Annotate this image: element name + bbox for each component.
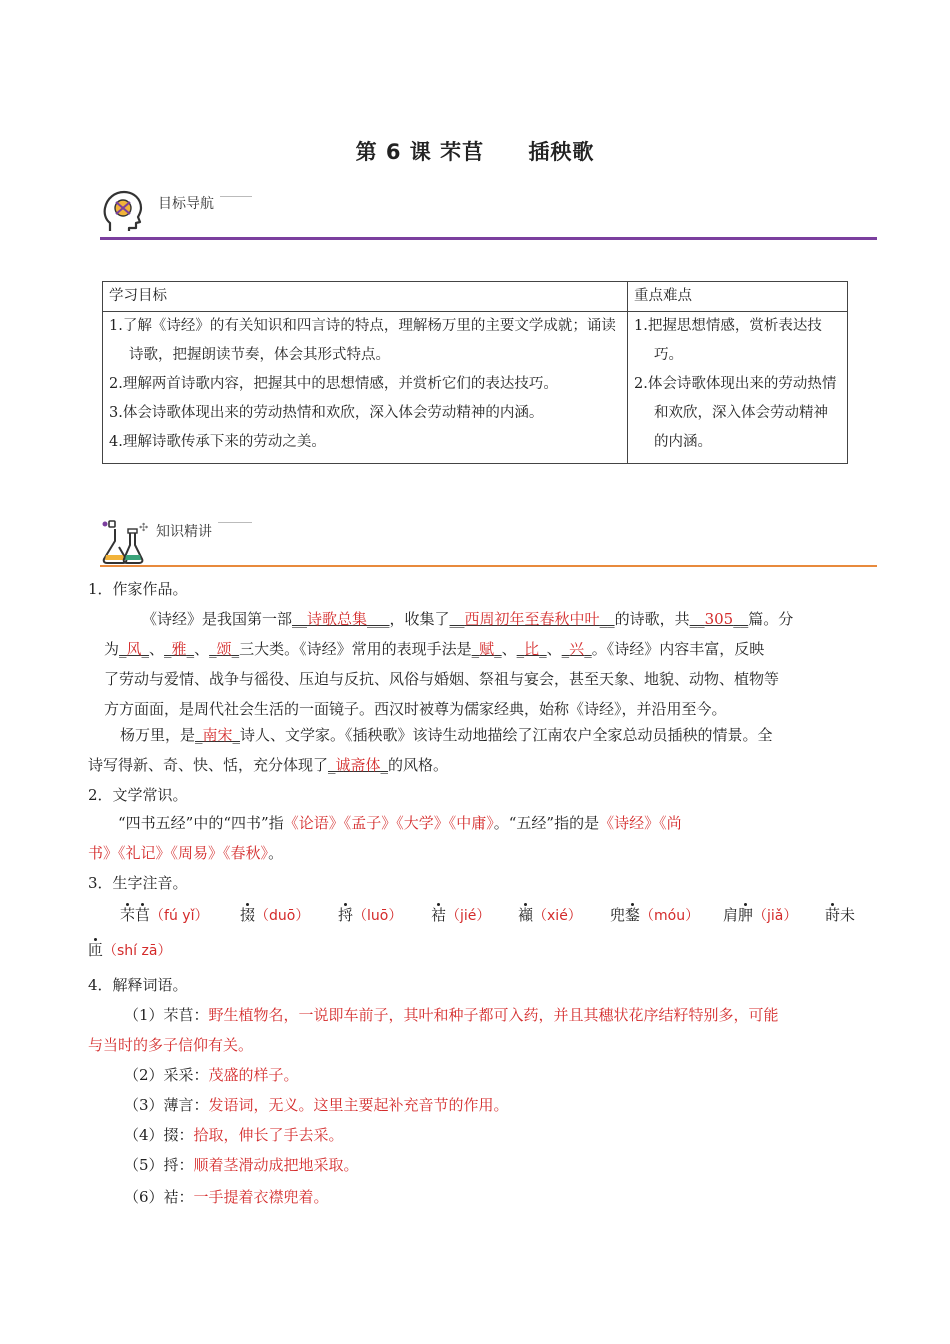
heading-vocabulary: 4．解释词语。 — [88, 976, 188, 994]
answer: 诚斋体 — [335, 756, 381, 774]
word-xie: 襭（xié） — [518, 906, 582, 924]
answer: 兴 — [569, 640, 585, 658]
word-duo: 掇（duō） — [240, 906, 310, 924]
section-underline — [220, 196, 252, 197]
title-poem: 插秧歌 — [528, 140, 595, 164]
purple-divider — [100, 237, 877, 240]
answer: 《中庸》 — [448, 814, 494, 832]
goals-header: 学习目标 — [103, 282, 628, 312]
vocab-item: （4）掇：拾取，伸长了手去采。 — [124, 1126, 344, 1144]
answer: 《诗经》 — [599, 814, 660, 832]
title-lesson: 第 6 课 芣苢 — [355, 140, 485, 164]
answer: 南宋 — [202, 726, 233, 744]
vocab-item-continued: 与当时的多子信仰有关。 — [88, 1036, 254, 1054]
answer: 诗歌总集 — [307, 610, 368, 628]
page-title — [0, 136, 950, 166]
answer: 305 — [704, 610, 734, 628]
keypoints-cell — [628, 312, 848, 464]
section-knowledge: 知识精讲 — [156, 524, 212, 540]
goal-item: 1.了解《诗经》的有关知识和四言诗的特点，理解杨万里的主要文学成就；诵读诗歌，把握朗读节奏，体会其形式特点。 — [109, 318, 616, 363]
heading-works: 1．作家作品。 — [88, 580, 188, 598]
answer: 《尚 — [659, 814, 682, 832]
orange-divider — [100, 565, 877, 567]
paragraph-shijing-line1: 《诗经》是我国第一部__诗歌总集___，收集了__西周初年至春秋中叶__的诗歌，共__305__篇。分 — [142, 610, 794, 628]
goal-item: 3.体会诗歌体现出来的劳动热情和欢欣，深入体会劳动精神的内涵。 — [109, 405, 544, 421]
heading-pronunciation: 3．生字注音。 — [88, 874, 188, 892]
answer: 赋 — [479, 640, 495, 658]
word-doumou: 兜鍪（móu） — [610, 906, 700, 924]
vocab-item: （1）芣苢：野生植物名，一说即车前子，其叶和种子都可入药，并且其穗状花序结籽特别多，可能 — [124, 1006, 779, 1024]
answer: 《论语》 — [283, 814, 344, 832]
paragraph-shijing-line4: 方方面面，是周代社会生活的一面镜子。西汉时被尊为儒家经典，始称《诗经》，并沿用至今。 — [104, 700, 727, 718]
answer: 风 — [126, 640, 142, 658]
answer: 西周初年至春秋中叶 — [464, 610, 600, 628]
paragraph-yangwanli-line2: 诗写得新、奇、快、恬，充分体现了_诚斋体_的风格。 — [88, 756, 449, 774]
vocab-item: （6）袺：一手提着衣襟兜着。 — [124, 1188, 329, 1206]
answer: 《周易》 — [170, 844, 224, 862]
answer: 颂 — [216, 640, 232, 658]
keypoint-item: 1.把握思想情感，赏析表达技巧。 — [634, 318, 822, 363]
answer: 《大学》 — [396, 814, 449, 832]
goal-item: 4.理解诗歌传承下来的劳动之美。 — [109, 434, 326, 450]
word-fuyi: 芣苢（fú yǐ） — [120, 906, 209, 924]
keypoints-header: 重点难点 — [628, 282, 848, 312]
paragraph-shijing-line2: 为_风_、_雅_、_颂_三大类。《诗经》常用的表现手法是_赋_、_比_、_兴_。《诗经》内容丰富，反映 — [104, 640, 765, 658]
answer: 雅 — [171, 640, 187, 658]
vocab-item: （2）采采：茂盛的样子。 — [124, 1066, 299, 1084]
goals-cell — [103, 312, 628, 464]
goal-item: 2.理解两首诗歌内容，把握其中的思想情感，并赏析它们的表达技巧。 — [109, 376, 558, 392]
pinyin-row — [120, 900, 880, 930]
paragraph-yangwanli-line1: 杨万里，是_南宋_诗人、文学家。《插秧歌》该诗生动地描绘了江南农户全家总动员插秧的情景。全 — [120, 726, 773, 744]
vocab-item: （3）薄言：发语词，无义。这里主要起补充音节的作用。 — [124, 1096, 509, 1114]
brain-head-icon — [102, 189, 144, 235]
sparkle-icon: ✣ — [139, 521, 149, 534]
heading-literature: 2．文学常识。 — [88, 786, 188, 804]
keypoint-item: 2.体会诗歌体现出来的劳动热情和欢欣，深入体会劳动精神的内涵。 — [634, 376, 837, 450]
section-underline — [218, 522, 252, 523]
paragraph-classics-line2: 书》《礼记》《周易》《春秋》。 — [88, 844, 284, 862]
paragraph-classics-line1: “四书五经”中的“四书”指《论语》《孟子》《大学》《中庸》。“五经”指的是《诗经》《尚 — [118, 814, 682, 832]
goals-table — [102, 281, 848, 464]
vocab-item: （5）捋：顺着茎滑动成把地采取。 — [124, 1156, 359, 1174]
answer: 《孟子》 — [343, 814, 397, 832]
word-jie: 袺（jié） — [431, 906, 491, 924]
word-shiweiza: 莳未 — [825, 906, 856, 924]
section-goals-nav: 目标导航 — [158, 196, 214, 212]
paragraph-shijing-line3: 了劳动与爱情、战争与徭役、压迫与反抗、风俗与婚姻、祭祖与宴会，甚至天象、地貌、动物、植物等 — [104, 670, 780, 688]
word-luo: 捋（luō） — [338, 906, 403, 924]
answer: 《礼记》 — [118, 844, 171, 862]
word-za: 匝（shí zā） — [88, 941, 172, 959]
word-jianjia: 肩胛（jiǎ） — [723, 906, 798, 924]
answer: 《春秋》 — [223, 844, 269, 862]
answer: 书》 — [88, 844, 119, 862]
answer: 比 — [524, 640, 540, 658]
